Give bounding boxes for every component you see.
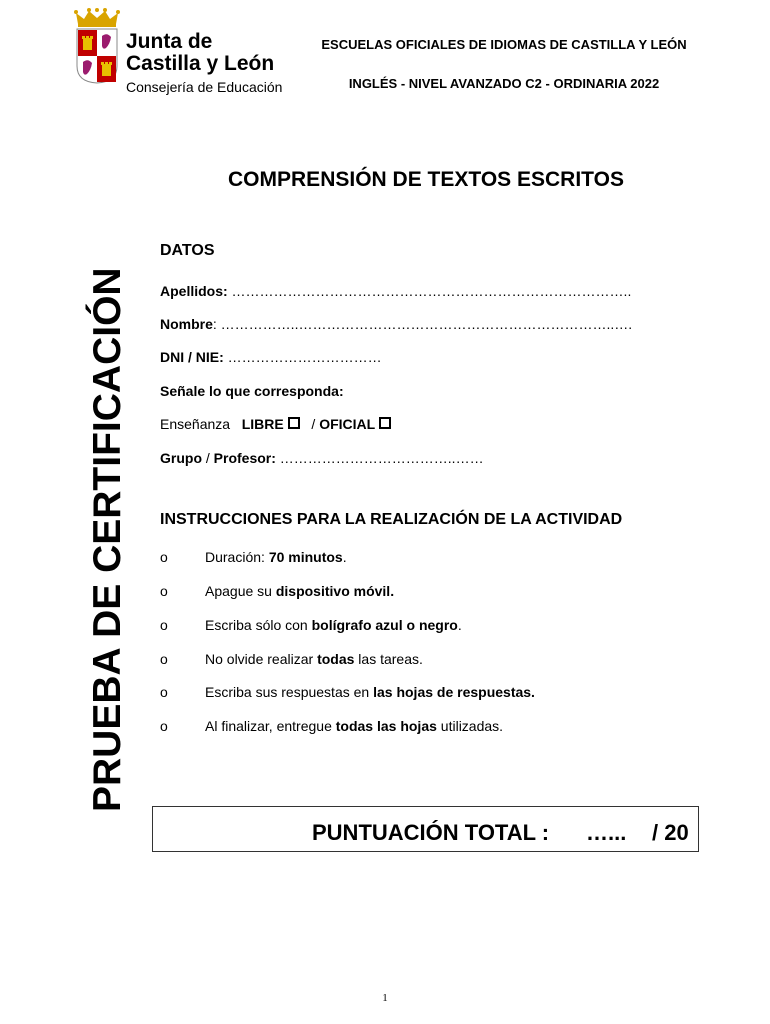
instruction-bold-text: bolígrafo azul o negro — [311, 617, 458, 633]
junta-logo — [74, 8, 314, 100]
header-title: ESCUELAS OFICIALES DE IDIOMAS DE CASTILLA Y LEÓN — [321, 37, 687, 52]
instructions-heading: INSTRUCCIONES PARA LA REALIZACIÓN DE LA ACTIVIDAD — [160, 511, 623, 528]
instruction-text: Apague su — [205, 583, 276, 599]
header-subtitle: INGLÉS - NIVEL AVANZADO C2 - ORDINARIA 2022 — [348, 76, 660, 91]
oficial-separator: / — [311, 416, 316, 432]
datos-heading: DATOS — [160, 242, 215, 259]
instruction-text: No olvide realizar — [205, 651, 318, 667]
side-title: PRUEBA DE CERTIFICACIÓN — [86, 267, 129, 812]
libre-label: LIBRE — [241, 416, 284, 432]
instruction-text: Escriba sus respuestas en — [205, 684, 374, 700]
instruction-bold-text: todas — [317, 651, 355, 667]
oficial-label: OFICIAL — [319, 416, 376, 432]
score-value[interactable]: …... — [586, 820, 627, 845]
instruction-text: Duración: — [205, 549, 269, 565]
instruction-bold-text: dispositivo móvil. — [275, 583, 395, 599]
instruction-item — [205, 684, 535, 700]
instruction-text-end: las tareas. — [354, 651, 423, 667]
grupo-separator: / — [202, 450, 214, 466]
nombre-dots: : ……………..…………………………………………………………..…. — [212, 316, 633, 332]
instruction-bullet: o — [160, 718, 168, 734]
page-number: 1 — [382, 992, 388, 1004]
logo-text-junta: Junta de — [126, 30, 213, 53]
libre-checkbox[interactable] — [288, 417, 300, 429]
profesor-label: Profesor: — [213, 450, 276, 466]
ensenanza-row — [160, 415, 391, 433]
instruction-item — [205, 718, 503, 734]
instruction-text: Escriba sólo con — [205, 617, 312, 633]
coat-of-arms-icon — [76, 28, 118, 84]
instruction-bold-text: las hojas de respuestas. — [373, 684, 535, 700]
instruction-item — [205, 651, 423, 667]
instruction-item — [205, 583, 394, 599]
page-title: COMPRENSIÓN DE TEXTOS ESCRITOS — [228, 168, 624, 191]
score-label: PUNTUACIÓN TOTAL : — [312, 820, 550, 845]
instruction-bullet: o — [160, 684, 168, 700]
instruction-bold-text: todas las hojas — [335, 718, 437, 734]
instruction-bullet: o — [160, 549, 168, 565]
oficial-checkbox[interactable] — [379, 417, 391, 429]
dni-field[interactable] — [160, 348, 382, 366]
logo-text-consejeria: Consejería de Educación — [126, 79, 283, 95]
dni-dots: …………………………… — [223, 349, 382, 365]
instruction-bullet: o — [160, 583, 168, 599]
grupo-dots: ………………………………..…… — [275, 450, 484, 466]
instruction-text-end: . — [457, 617, 462, 633]
crown-icon — [74, 8, 120, 28]
instruction-text-end: utilizadas. — [436, 718, 504, 734]
nombre-label: Nombre — [160, 316, 213, 332]
score-total: / 20 — [652, 820, 689, 845]
apellidos-label: Apellidos: — [160, 283, 228, 299]
dni-label: DNI / NIE: — [160, 349, 224, 365]
senale-label: Señale lo que corresponda: — [160, 383, 344, 399]
instruction-text: Al finalizar, entregue — [205, 718, 336, 734]
instruction-bullet: o — [160, 651, 168, 667]
apellidos-field[interactable] — [160, 282, 631, 300]
instruction-text-end: . — [342, 549, 347, 565]
instruction-item — [205, 617, 462, 633]
grupo-field[interactable] — [160, 449, 484, 467]
apellidos-dots: ………………………………………………………………………….. — [227, 283, 632, 299]
logo-text-castilla: Castilla y León — [126, 52, 275, 75]
instruction-bullet: o — [160, 617, 168, 633]
instruction-item — [205, 549, 347, 565]
instruction-bold-text: 70 minutos — [268, 549, 343, 565]
grupo-label: Grupo — [160, 450, 202, 466]
nombre-field[interactable] — [160, 315, 632, 333]
ensenanza-label: Enseñanza — [160, 416, 231, 432]
